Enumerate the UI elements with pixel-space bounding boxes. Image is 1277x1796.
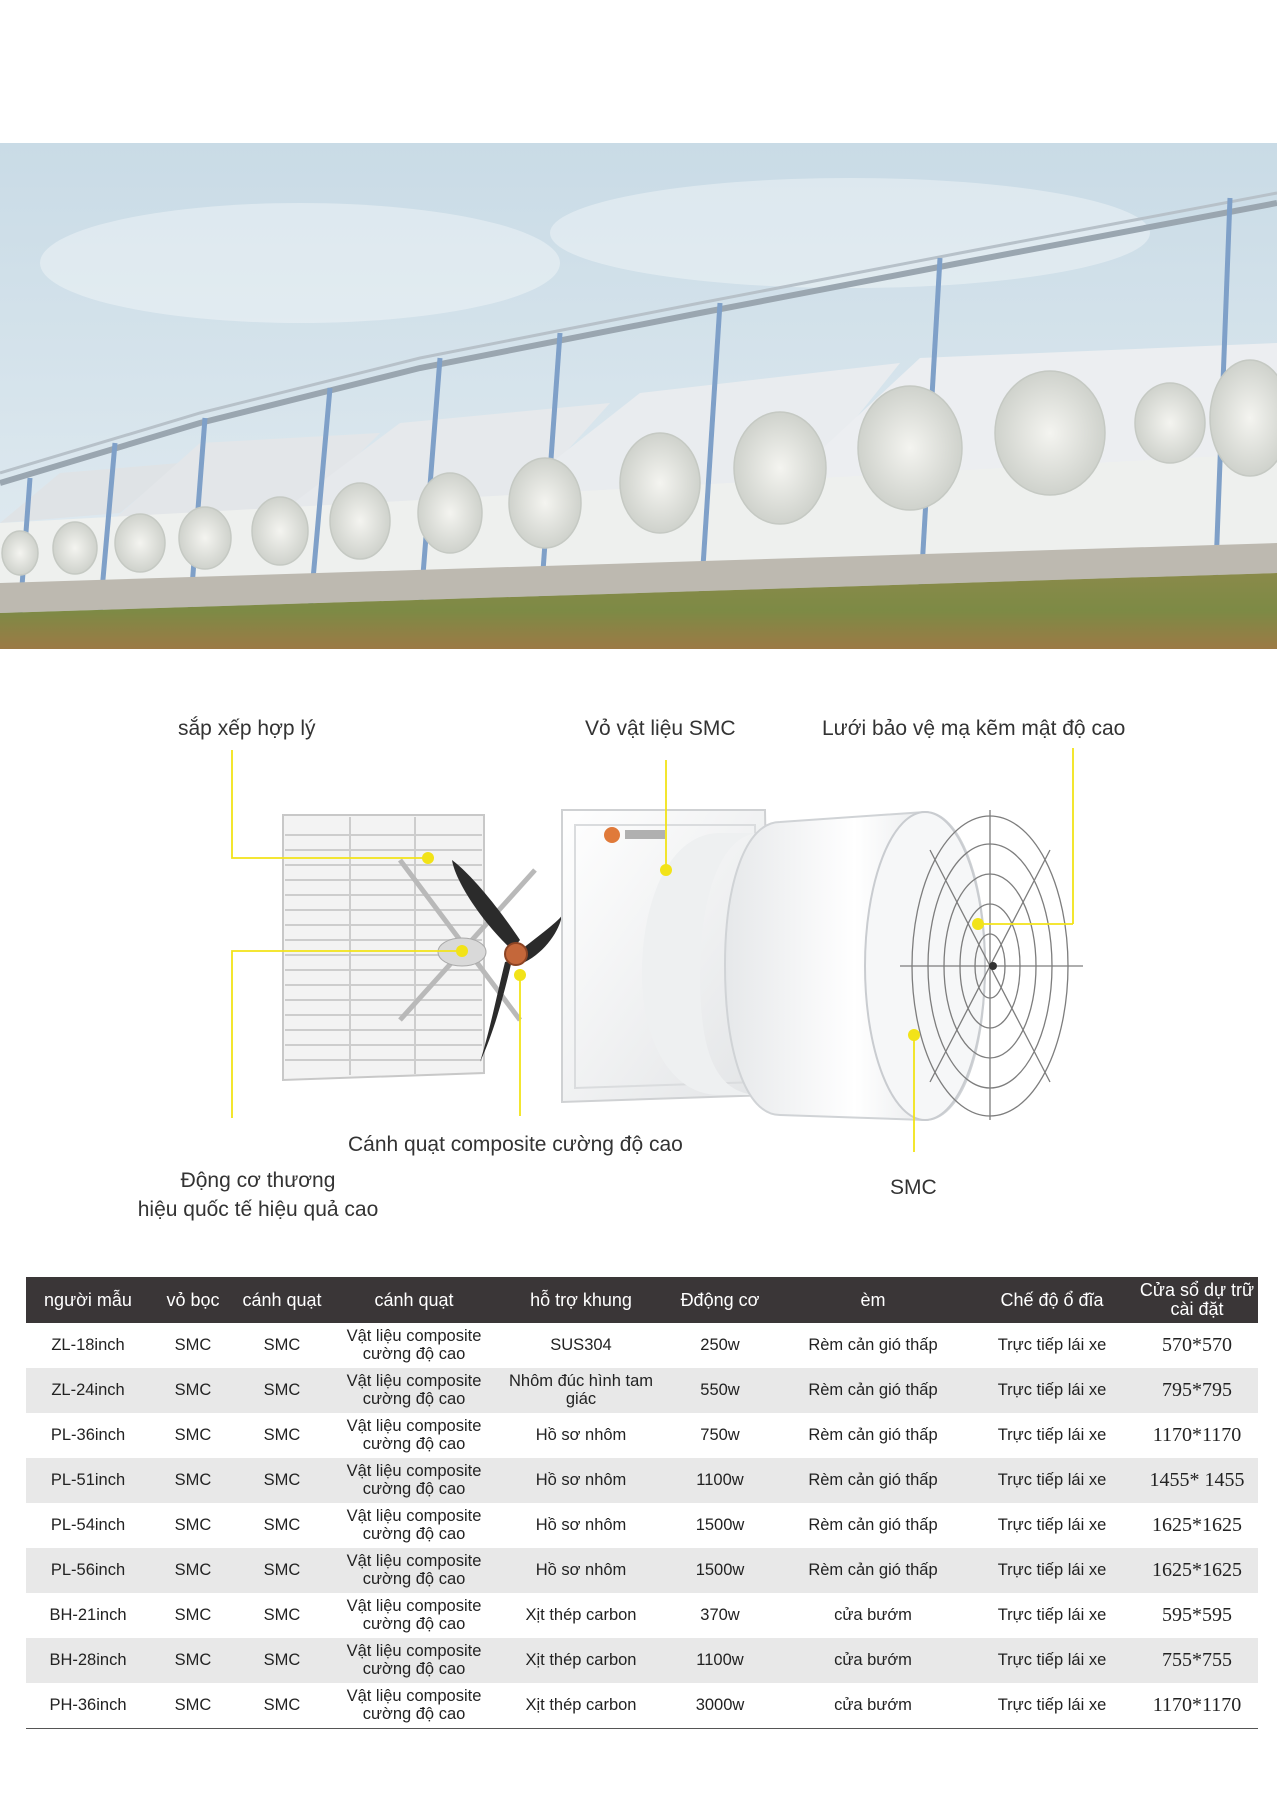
header-motor: Đđộng cơ <box>662 1277 778 1323</box>
table-row <box>26 1458 1258 1503</box>
poultry-house-fans-illustration <box>0 143 1277 649</box>
cell-shell: SMC <box>174 1425 212 1444</box>
cell-fan-blade: SMC <box>263 1335 301 1354</box>
cell-shutter: Rèm cản gió thấp <box>808 1335 938 1354</box>
fan-exploded-diagram <box>0 690 1277 1250</box>
cell-frame-support: SUS304 <box>550 1335 612 1354</box>
cell-shell: SMC <box>150 1683 236 1729</box>
cell-fan-blade: SMC <box>263 1425 301 1444</box>
header-drive-mode: Chế độ ổ đĩa <box>968 1277 1136 1323</box>
cell-blade-material: Vật liệu composite cường độ cao <box>346 1417 482 1453</box>
cell-installation-window: 595*595 <box>1162 1604 1232 1626</box>
table-row <box>26 1638 1258 1683</box>
cell-installation-window: 1625*1625 <box>1152 1514 1242 1536</box>
cell-blade-material: Vật liệu composite cường độ cao <box>328 1548 500 1593</box>
cell-shutter: Rèm cản gió thấp <box>808 1515 938 1534</box>
label-motor-line1: Động cơ thương <box>180 1169 336 1192</box>
cell-blade-material: Vật liệu composite cường độ cao <box>346 1507 482 1543</box>
table-row <box>26 1368 1258 1413</box>
cell-fan-blade: SMC <box>236 1368 328 1413</box>
cell-shutter: cửa bướm <box>778 1683 968 1729</box>
cell-installation-window: 1625*1625 <box>1136 1548 1258 1593</box>
cell-blade-material: Vật liệu composite cường độ cao <box>328 1683 500 1729</box>
cell-blade-material: Vật liệu composite cường độ cao <box>328 1368 500 1413</box>
label-arrangement: sắp xếp hợp lý <box>178 717 316 740</box>
cell-drive-mode: Trực tiếp lái xe <box>968 1683 1136 1729</box>
cell-drive-mode: Trực tiếp lái xe <box>968 1638 1136 1683</box>
cell-motor: 1500w <box>662 1548 778 1593</box>
cell-blade-material: Vật liệu composite cường độ cao <box>346 1597 482 1633</box>
cell-shutter: Rèm cản gió thấp <box>778 1458 968 1503</box>
cell-installation-window: 1455* 1455 <box>1136 1458 1258 1503</box>
cell-blade-material: Vật liệu composite cường độ cao <box>328 1458 500 1503</box>
cell-shell: SMC <box>174 1335 212 1354</box>
cell-shell: SMC <box>174 1605 212 1624</box>
cell-shell: SMC <box>174 1515 212 1534</box>
cell-model: PL-54inch <box>50 1515 126 1534</box>
cell-motor: 750w <box>700 1425 740 1444</box>
cell-model: BH-28inch <box>26 1638 150 1683</box>
cell-frame-support: Xịt thép carbon <box>525 1605 637 1624</box>
cell-drive-mode: Trực tiếp lái xe <box>997 1425 1107 1444</box>
cell-blade-material: Vật liệu composite cường độ cao <box>346 1327 482 1363</box>
cell-frame-support: Xịt thép carbon <box>500 1683 662 1729</box>
header-model: người mẫu <box>26 1277 150 1323</box>
table-row <box>26 1503 1258 1548</box>
cell-shutter: Rèm cản gió thấp <box>778 1548 968 1593</box>
cell-drive-mode: Trực tiếp lái xe <box>968 1368 1136 1413</box>
cell-shell: SMC <box>150 1548 236 1593</box>
cell-frame-support: Hồ sơ nhôm <box>535 1515 627 1534</box>
cell-motor: 1100w <box>662 1458 778 1503</box>
cell-model: ZL-18inch <box>51 1335 125 1354</box>
cell-drive-mode: Trực tiếp lái xe <box>997 1335 1107 1354</box>
label-motor <box>128 1166 388 1225</box>
cell-model: PL-56inch <box>26 1548 150 1593</box>
cell-motor: 3000w <box>662 1683 778 1729</box>
table-row <box>26 1413 1258 1458</box>
cell-installation-window: 795*795 <box>1136 1368 1258 1413</box>
cell-shutter: Rèm cản gió thấp <box>808 1425 938 1444</box>
table-row <box>26 1593 1258 1638</box>
cell-shell: SMC <box>150 1368 236 1413</box>
cell-frame-support: Hồ sơ nhôm <box>535 1425 627 1444</box>
cell-motor: 370w <box>700 1605 740 1624</box>
cell-fan-blade: SMC <box>236 1548 328 1593</box>
header-fan-blade: cánh quạt <box>236 1277 328 1323</box>
cell-frame-support: Hồ sơ nhôm <box>500 1548 662 1593</box>
cell-frame-support: Xịt thép carbon <box>500 1638 662 1683</box>
cell-fan-blade: SMC <box>236 1638 328 1683</box>
cell-model: PH-36inch <box>26 1683 150 1729</box>
cell-frame-support: Nhôm đúc hình tam giác <box>500 1368 662 1413</box>
header-frame-support: hỗ trợ khung <box>500 1277 662 1323</box>
header-shell: vỏ bọc <box>150 1277 236 1323</box>
cell-installation-window: 1170*1170 <box>1136 1683 1258 1729</box>
label-smc-housing: Vỏ vật liệu SMC <box>585 717 736 740</box>
cell-drive-mode: Trực tiếp lái xe <box>968 1548 1136 1593</box>
table-row <box>26 1683 1258 1729</box>
cell-model: PL-36inch <box>50 1425 126 1444</box>
table-header-row <box>26 1277 1258 1323</box>
cell-shutter: cửa bướm <box>834 1605 912 1624</box>
cell-model: BH-21inch <box>49 1605 127 1624</box>
cell-motor: 250w <box>700 1335 740 1354</box>
cell-motor: 550w <box>662 1368 778 1413</box>
table-row <box>26 1548 1258 1593</box>
header-installation-window: Cửa sổ dự trữ cài đặt <box>1136 1277 1258 1323</box>
cell-fan-blade: SMC <box>263 1605 301 1624</box>
cell-installation-window: 570*570 <box>1162 1334 1232 1356</box>
cell-motor: 1100w <box>662 1638 778 1683</box>
cell-fan-blade: SMC <box>236 1683 328 1729</box>
cell-shell: SMC <box>150 1458 236 1503</box>
header-shutter: èm <box>778 1277 968 1323</box>
cell-frame-support: Hồ sơ nhôm <box>500 1458 662 1503</box>
cell-installation-window: 1170*1170 <box>1152 1424 1242 1446</box>
cell-drive-mode: Trực tiếp lái xe <box>997 1605 1107 1624</box>
hero-photo <box>0 143 1277 649</box>
cell-shell: SMC <box>150 1638 236 1683</box>
cell-installation-window: 755*755 <box>1136 1638 1258 1683</box>
cell-drive-mode: Trực tiếp lái xe <box>997 1515 1107 1534</box>
label-motor-line2: hiệu quốc tế hiệu quả cao <box>137 1198 379 1222</box>
cell-drive-mode: Trực tiếp lái xe <box>968 1458 1136 1503</box>
label-blade: Cánh quạt composite cường độ cao <box>348 1133 683 1156</box>
cell-fan-blade: SMC <box>263 1515 301 1534</box>
cell-shutter: Rèm cản gió thấp <box>778 1368 968 1413</box>
label-guard-net: Lưới bảo vệ mạ kẽm mật độ cao <box>822 717 1126 740</box>
cell-model: ZL-24inch <box>26 1368 150 1413</box>
header-blade-material: cánh quạt <box>328 1277 500 1323</box>
table-row <box>26 1323 1258 1368</box>
cell-shutter: cửa bướm <box>778 1638 968 1683</box>
cell-blade-material: Vật liệu composite cường độ cao <box>328 1638 500 1683</box>
cell-motor: 1500w <box>695 1515 745 1534</box>
louver-shutter-illustration <box>283 815 535 1080</box>
label-smc-cone: SMC <box>890 1176 937 1199</box>
cell-fan-blade: SMC <box>236 1458 328 1503</box>
cell-model: PL-51inch <box>26 1458 150 1503</box>
spec-table <box>26 1277 1258 1729</box>
